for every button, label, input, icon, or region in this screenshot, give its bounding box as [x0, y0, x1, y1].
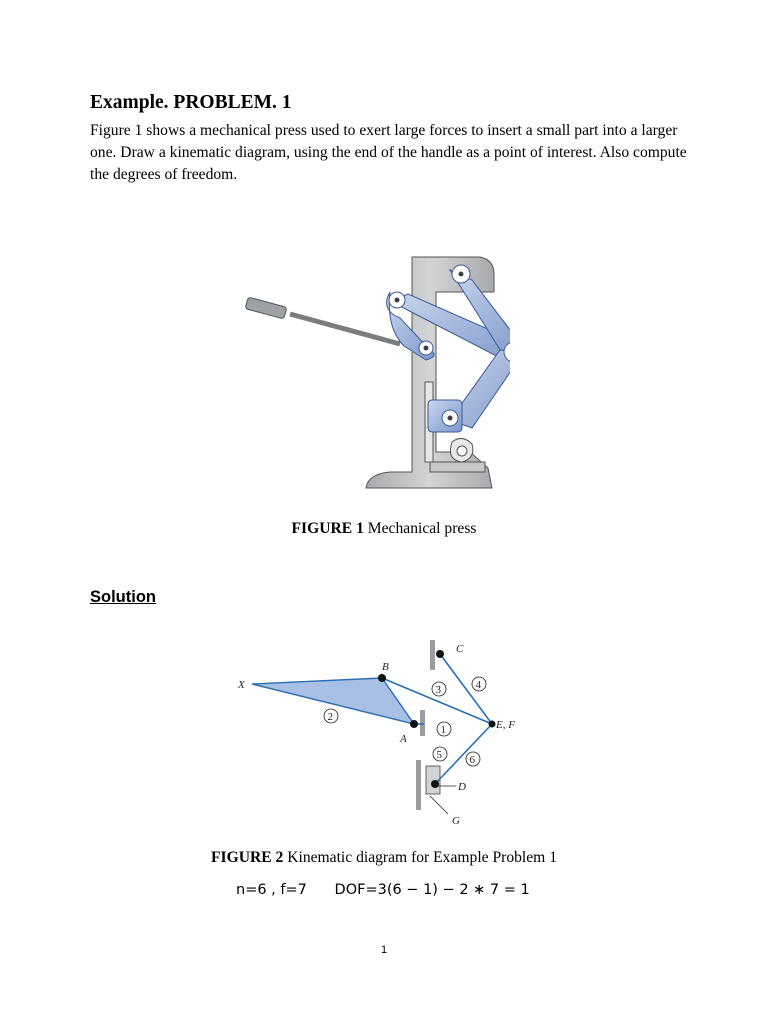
mechanical-press-figure: [240, 252, 510, 492]
problem-statement: Figure 1 shows a mechanical press used to exert large forces to insert a small part into a larger one. Draw a kinematic diagram, using the end of the handle as a point of interest. Also compute the degrees of freedom.: [90, 122, 687, 183]
link-number-2: 2: [327, 711, 333, 723]
link-number-1: 1: [440, 724, 446, 736]
label-a: A: [400, 733, 407, 745]
kinematic-diagram: [230, 632, 530, 832]
link-number-4: 4: [475, 679, 481, 691]
dof-equation: n=6 , f=7 DOF=3(6 − 1) − 2 ∗ 7 = 1: [236, 882, 530, 898]
link-number-5: 5: [436, 749, 442, 761]
figure-2-caption: FIGURE 2 Kinematic diagram for Example Problem 1: [210, 849, 558, 866]
label-g: G: [452, 815, 460, 827]
handle: [245, 297, 400, 344]
link-number-6: 6: [469, 754, 475, 766]
problem-title: Example. PROBLEM. 1: [90, 92, 292, 113]
label-ef: E, F: [496, 719, 515, 731]
label-c: C: [456, 643, 464, 655]
label-b: B: [382, 661, 389, 673]
label-d: D: [458, 781, 466, 793]
figure-1-caption: FIGURE 1 Mechanical press: [291, 520, 477, 537]
press-links: [387, 270, 510, 432]
link-number-3: 3: [435, 684, 441, 696]
label-x: X: [238, 679, 245, 691]
solution-heading: Solution: [90, 588, 156, 606]
page-number: 1: [380, 944, 388, 956]
